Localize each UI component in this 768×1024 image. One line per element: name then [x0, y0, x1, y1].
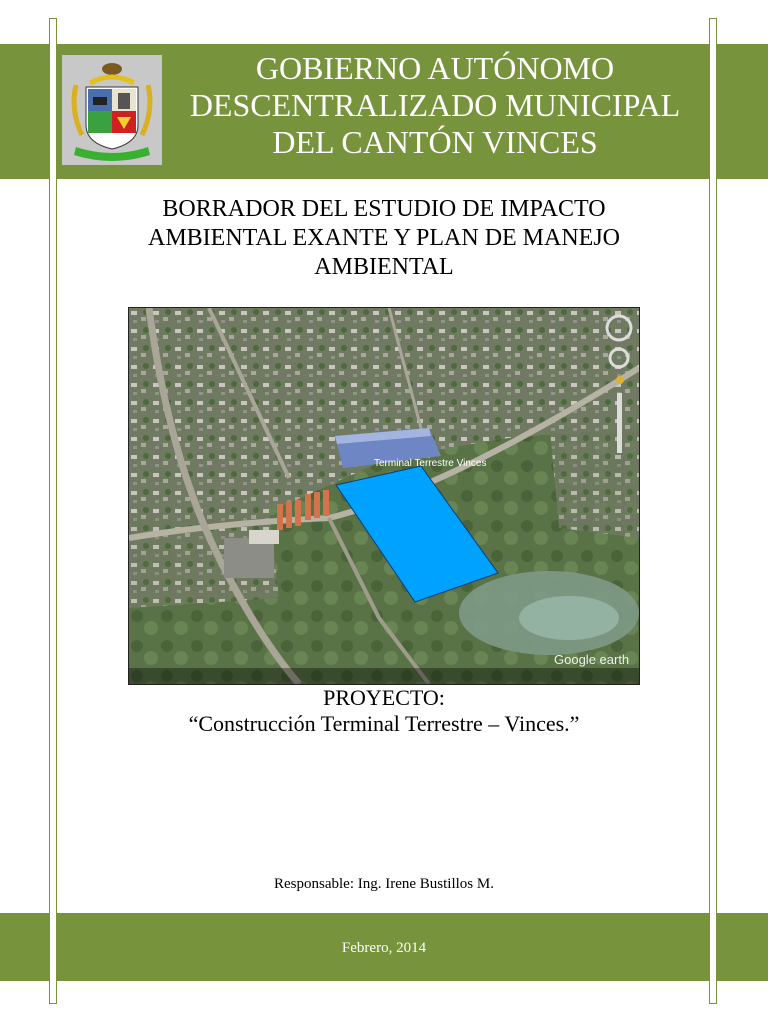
- document-date: Febrero, 2014: [341, 940, 427, 956]
- satellite-map-image: [129, 308, 639, 684]
- document-title-line-3: AMBIENTAL: [314, 254, 454, 280]
- municipal-coat-of-arms-icon: [62, 55, 162, 165]
- right-border-line: [709, 18, 717, 1004]
- government-title: [165, 50, 705, 161]
- google-earth-logo: Google earth: [554, 652, 630, 667]
- document-title-line-1: BORRADOR DEL ESTUDIO DE IMPACTO: [162, 196, 606, 222]
- aerial-site-photo: [128, 307, 640, 685]
- government-title-line-3: DEL CANTÓN VINCES: [272, 124, 598, 160]
- document-title-line-2: AMBIENTAL EXANTE Y PLAN DE MANEJO: [147, 225, 621, 251]
- site-map-label: Terminal Terrestre Vinces: [374, 458, 487, 469]
- government-title-line-1: GOBIERNO AUTÓNOMO: [255, 50, 615, 86]
- document-title: [60, 195, 708, 282]
- project-label: PROYECTO:: [323, 685, 445, 710]
- government-title-line-2: DESCENTRALIZADO MUNICIPAL: [189, 87, 681, 123]
- responsible-line: Responsable: Ing. Irene Bustillos M.: [274, 876, 494, 892]
- left-border-line: [49, 18, 57, 1004]
- project-name: “Construcción Terminal Terrestre – Vinces.”: [188, 711, 580, 736]
